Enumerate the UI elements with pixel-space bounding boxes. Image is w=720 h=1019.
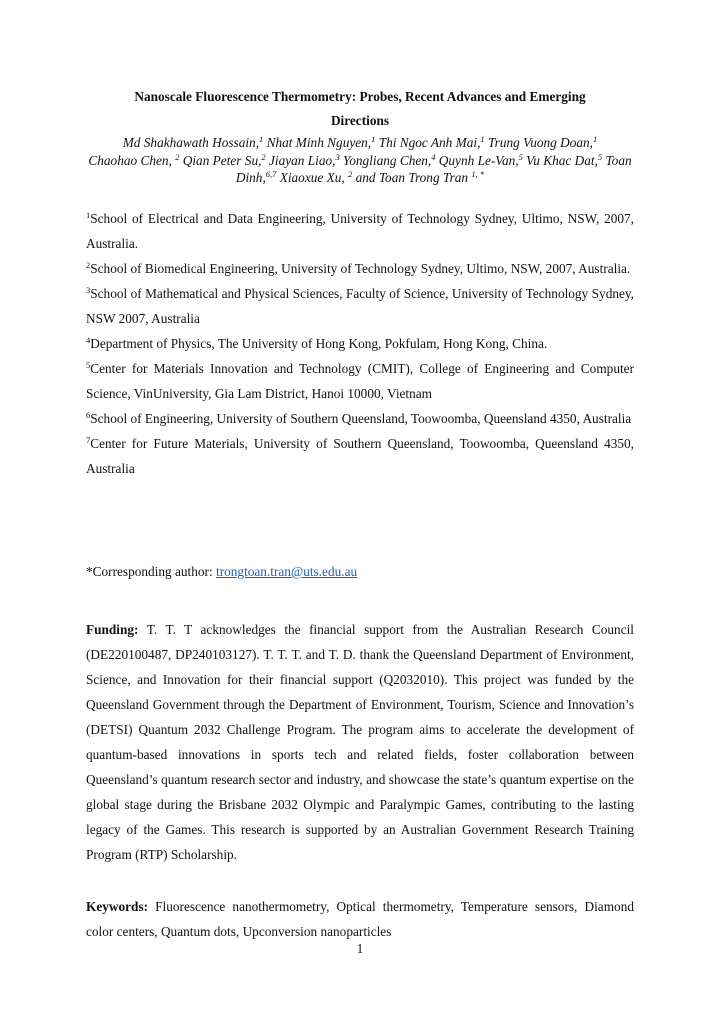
funding-label: Funding: [86,622,139,637]
author: Qian Peter Su,$^2$ [179,151,266,168]
author: Xiaoxue Xu, $^2$ [276,169,353,185]
keywords-label: Keywords: [86,899,149,914]
author-list [86,134,634,187]
keywords-section [86,894,634,944]
author: Toan Dinh,$^{6,7}$ [235,152,632,185]
funding-text: T. T. T acknowledges the financial support from the Australian Research Council (DE220100487, DP240103127). T. T. T. and T. D. thank the Queensland Department of Environment, Science, and Innovation for their financial support (Q2032010). This project was funded by the Queensland Government through the Department of Environment, Tourism, Science and Innovation’s (DETSI) Quantum 2032 Challenge Program. The program aims to accelerate the development of quantum-based innovations in sports tech and related fields, foster collaboration between Queensland’s quantum research sector and industry, and showcase the state’s quantum expertise on the global stage during the Brisbane 2032 Olympic and Paralympic Games, contributing to the lasting legacy of the Games. This research is supported by an Australian Government Research Training Program (RTP) Scholarship. [86,622,634,862]
affiliations [86,206,634,481]
affiliation: $^3$School of Mathematical and Physical Sciences, Faculty of Science, University of Technology Sydney, NSW 2007, Australia [86,285,634,326]
affiliation: $^5$Center for Materials Innovation and Technology (CMIT), College of Engineering and Computer Science, VinUniversity, Gia Lam District, Hanoi 10000, Vietnam [86,360,634,401]
corresponding-label: *Corresponding author: [86,564,216,579]
author: Quynh Le-Van,$^5$ [435,151,523,168]
affiliation: $^1$School of Electrical and Data Engineering, University of Technology Sydney, Ultimo, NSW, 2007, Australia. [86,210,634,251]
title-line-1: Nanoscale Fluorescence Thermometry: Probes, Recent Advances and Emerging [134,89,586,104]
page-number: 1 [356,941,364,956]
author: Jiayan Liao,$^3$ [265,151,340,168]
author: Trung Vuong Doan,$^1$ [484,134,598,150]
affiliation: $^4$Department of Physics, The University of Hong Kong, Pokfulam, Hong Kong, China. [86,335,548,351]
keywords-text: Fluorescence nanothermometry, Optical thermometry, Temperature sensors, Diamond color centers, Quantum dots, Upconversion nanoparticles [86,899,634,939]
corresponding-author [86,559,634,584]
author: Yongliang Chen,$^4$ [339,151,436,168]
paper-title [86,85,634,133]
funding-section [86,617,634,867]
title-line-2: Directions [330,113,390,128]
corresponding-email-link[interactable]: trongtoan.tran@uts.edu.au [216,564,358,579]
author: Nhat Minh Nguyen,$^1$ [263,134,376,150]
author: Thi Ngoc Anh Mai,$^1$ [375,134,485,150]
author: and Toan Trong Tran $^{1, *}$ [352,169,485,185]
affiliation: $^7$Center for Future Materials, University of Southern Queensland, Toowoomba, Queensland 4350, Australia [86,435,634,476]
author: Vu Khac Dat,$^5$ [522,151,603,168]
author: Md Shakhawath Hossain,$^1$ [122,134,264,150]
affiliation: $^6$School of Engineering, University of Southern Queensland, Toowoomba, Queensland 4350, Australia [86,410,632,426]
author: Chaohao Chen, $^2$ [88,151,180,168]
affiliation: $^2$School of Biomedical Engineering, University of Technology Sydney, Ultimo, NSW, 2007, Australia. [86,260,631,276]
